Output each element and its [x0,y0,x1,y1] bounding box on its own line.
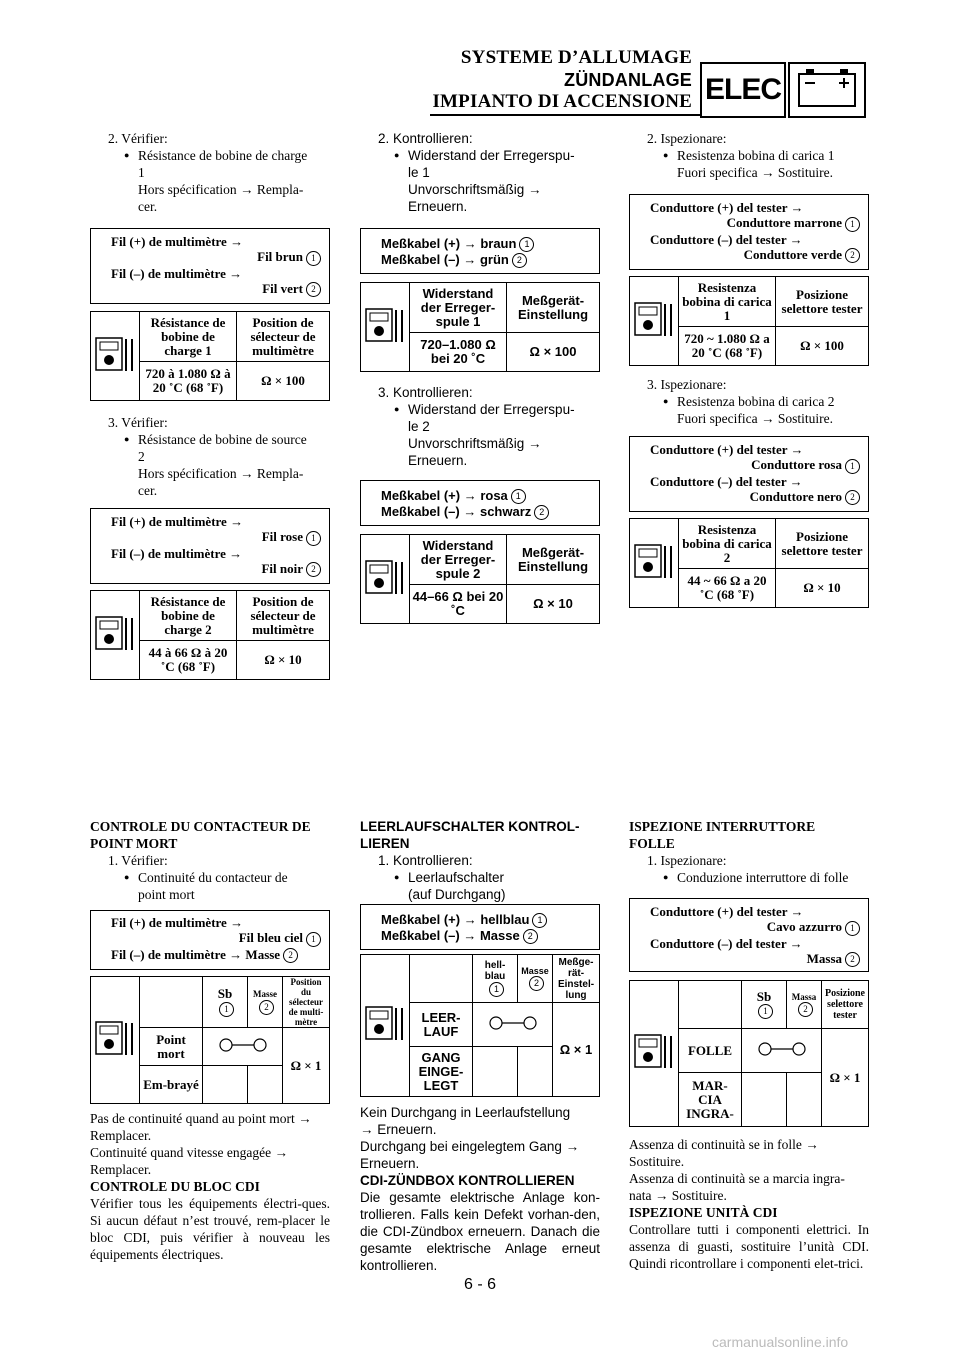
multimeter-icon [361,955,410,1097]
header-title-it: IMPIANTO DI ACCENSIONE [432,91,692,112]
de-neutral-section: LEERLAUFSCHALTER KONTROL- LIEREN 1. Kontrollieren: ● Leerlaufschalter (auf Durchgang) [360,818,600,903]
page-number: 6 - 6 [463,1276,496,1293]
fr-neutral-section: CONTROLE DU CONTACTEUR DE POINT MORT 1. Vérifier: ● Continuité du contacteur de point mort [90,818,330,903]
header-title-fr: SYSTEME D’ALLUMAGE [460,47,692,68]
it-spec-table-2: Resistenza bobina di carica 2 Posizione selettore tester 44 ~ 66 Ω a 20 ˚C (68 ˚F) Ω × 10 [629,518,869,608]
header-rule [430,114,700,116]
fr-step2: 2. Vérifier: ● Résistance de bobine de charge 1 Hors spécification → Rempla- cer. [90,130,330,215]
multimeter-icon [630,519,679,608]
de-probe-box-1: Meßkabel (+) → braun 1 Meßkabel (–) → grün 2 [360,228,600,274]
battery-icon [788,62,866,118]
it-probe-box-2: Conduttore (+) del tester → Conduttore rosa 1 Conduttore (–) del tester → Conduttore nero 2 [629,436,869,512]
fr-probe-box-1: Fil (+) de multimètre → Fil brun 1 Fil (–) de multimètre → Fil vert 2 [90,228,330,304]
it-neutral-notes: Assenza di continuità se in folle → Sostituire. Assenza di continuità se a marcia ingra- nata → Sostituire. ISPEZIONE UNITÀ CDI Controllare tutti i componenti elettrici. In assenza di guasti, sostituire l’unità CDI. Quindi ricontrollare i componenti elet-trici. [629,1137,869,1271]
de-probe-box-3: Meßkabel (+) → hellblau 1 Meßkabel (–) → Masse 2 [360,904,600,950]
de-probe-box-2: Meßkabel (+) → rosa 1 Meßkabel (–) → schwarz 2 [360,480,600,526]
it-neutral-section: ISPEZIONE INTERRUTTORE FOLLE 1. Ispezionare: ● Conduzione interruttore di folle [629,818,869,886]
it-probe-box-3: Conduttore (+) del tester → Cavo azzurro 1 Conduttore (–) del tester → Massa 2 [629,898,869,972]
fr-spec-table-1: Résistance de bobine de charge 1 Position de sélecteur de multimètre 720 à 1.080 Ω à 20 ˚C (68 ˚F) Ω × 100 [90,311,330,401]
watermark: carmanualsonline.info [712,1334,849,1350]
multimeter-icon [91,977,140,1104]
header-title-de: ZÜNDANLAGE [564,70,692,90]
multimeter-icon [91,591,140,680]
it-step2: 2. Ispezionare: ● Resistenza bobina di carica 1 Fuori specifica → Sostituire. [629,130,869,181]
multimeter-icon [91,312,140,401]
section-badge: ELEC [700,62,786,118]
multimeter-icon [630,981,679,1127]
de-step2: 2. Kontrollieren: ● Widerstand der Erregerspu- le 1 Unvorschriftsmäßig → Erneuern. [360,130,600,215]
multimeter-icon [630,277,679,366]
fr-neutral-notes: Pas de continuité quand au point mort → Remplacer. Continuité quand vitesse engagée → Remplacer. CONTROLE DU BLOC CDI Vérifier tous les équipements électri-ques. Si aucun défaut n’est trouvé, rem-placer le bloc CDI, puis vérifier à nouveau les équipements électriques. [90,1111,330,1262]
de-neutral-table: hell-blau 1 Masse 2 Meßge-rät-Einstel-lung LEER-LAUF Ω × 1 GANG EINGE-LEGT [360,954,600,1097]
fr-probe-box-3: Fil (+) de multimètre → Fil bleu ciel 1 Fil (–) de multimètre → Masse 2 [90,910,330,970]
de-step3: 3. Kontrollieren: ● Widerstand der Erregerspu- le 2 Unvorschriftsmäßig → Erneuern. [360,384,600,469]
multimeter-icon [361,283,410,372]
fr-spec-table-2: Résistance de bobine de charge 2 Position de sélecteur de multimètre 44 à 66 Ω à 20 ˚C (68 ˚F) Ω × 10 [90,590,330,680]
fr-neutral-table: Sb 1 Masse 2 Position du sélecteur de multi-mètre Point mort Ω × 1 Em-brayé [90,976,330,1104]
continuity-symbol [742,1029,822,1073]
de-neutral-notes: Kein Durchgang in Leerlaufstellung → Erneuern. Durchgang bei eingelegtem Gang → Erneuern. CDI-ZÜNDBOX KONTROLLIEREN Die gesamte elektrische Anlage kon-trollieren. Falls kein Defekt vorhan-den, die CDI-Zündbox erneuern. Danach die gesamte elektrische Anlage erneut kontrollieren. [360,1105,600,1273]
fr-probe-box-2: Fil (+) de multimètre → Fil rose 1 Fil (–) de multimètre → Fil noir 2 [90,508,330,584]
it-step3: 3. Ispezionare: ● Resistenza bobina di carica 2 Fuori specifica → Sostituire. [629,376,869,427]
continuity-symbol [203,1028,283,1066]
fr-step3: 3. Vérifier: ● Résistance de bobine de source 2 Hors spécification → Rempla- cer. [90,414,330,499]
multimeter-icon [361,535,410,624]
it-probe-box-1: Conduttore (+) del tester → Conduttore marrone 1 Conduttore (–) del tester → Conduttore verde 2 [629,194,869,270]
it-neutral-table: Sb 1 Massa 2 Posizione selettore tester FOLLE Ω × 1 MAR-CIA INGRA- [629,980,869,1127]
continuity-symbol [473,1003,553,1047]
it-spec-table-1: Resistenza bobina di carica 1 Posizione selettore tester 720 ~ 1.080 Ω a 20 ˚C (68 ˚F) Ω × 100 [629,276,869,366]
de-spec-table-2: Widerstand der Erreger-spule 2 Meßgerät-Einstellung 44–66 Ω bei 20 ˚C Ω × 10 [360,534,600,624]
de-spec-table-1: Widerstand der Erreger-spule 1 Meßgerät-Einstellung 720–1.080 Ω bei 20 ˚C Ω × 100 [360,282,600,372]
